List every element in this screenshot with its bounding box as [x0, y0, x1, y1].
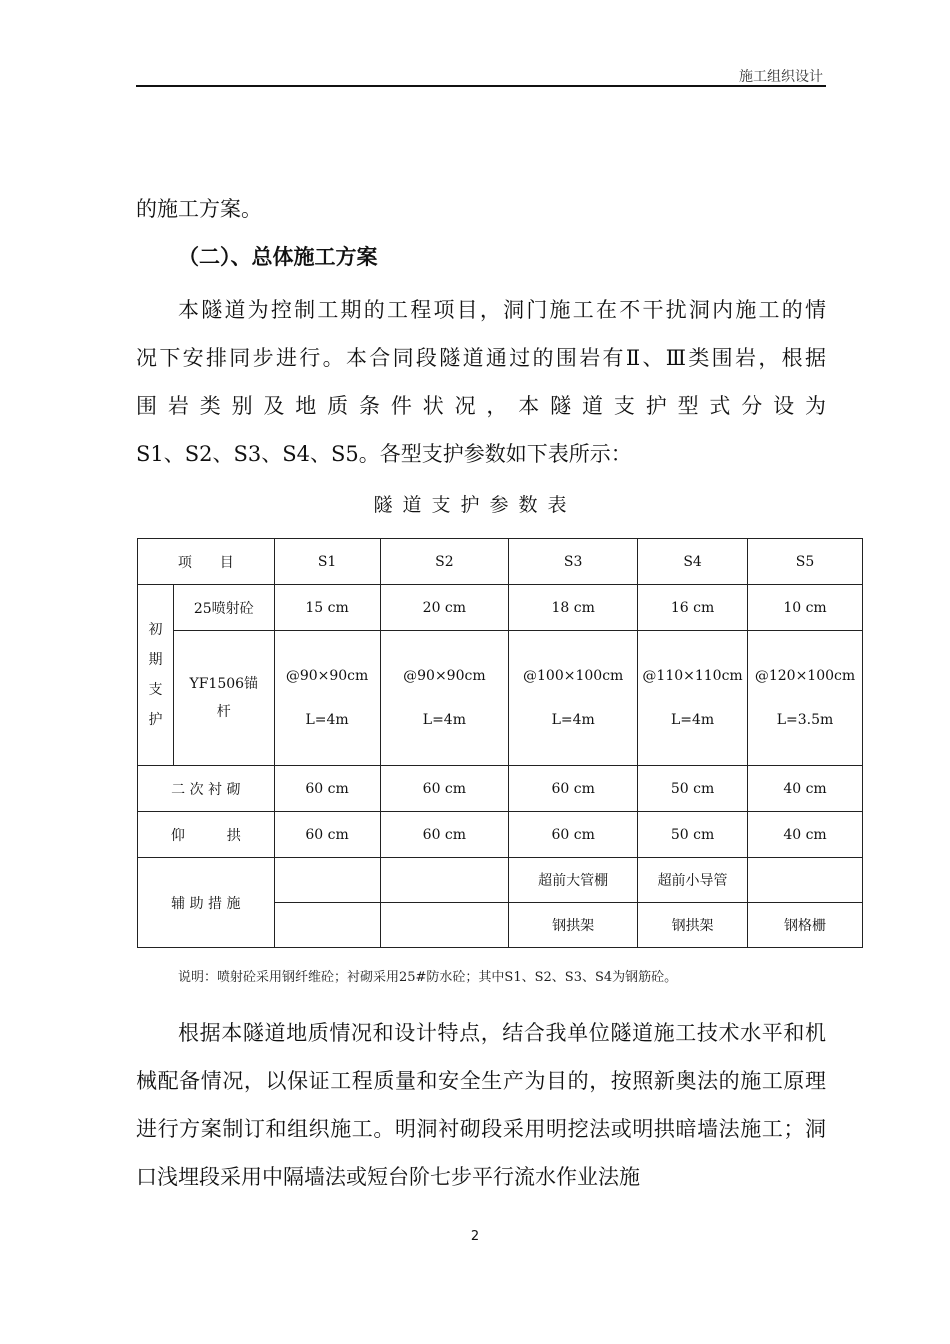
header-col-s4: S4 — [638, 539, 748, 585]
paragraph-1-line-1: 本隧道为控制工期的工程项目，洞门施工在不干扰洞内施工的情 — [178, 298, 826, 322]
table-title: 隧道支护参数表 — [373, 494, 577, 516]
bolt-label-line-2: 杆 — [216, 704, 231, 720]
table-cell: 20 cm — [380, 585, 509, 631]
support-parameter-table — [137, 538, 863, 948]
table-row-bolt — [138, 631, 863, 766]
table-cell: 钢拱架 — [509, 903, 638, 948]
page-number: 2 — [470, 1229, 480, 1244]
bolt-spacing: @120×100cm — [754, 668, 856, 684]
table-cell — [380, 858, 509, 903]
paragraph-1-line-4: S1、S2、S3、S4、S5。各型支护参数如下表所示： — [136, 442, 632, 466]
group-char: 初 — [148, 622, 163, 638]
running-header: 施工组织设计 — [739, 69, 823, 85]
paragraph-1-line-3: 围岩类别及地质条件状况，本隧道支护型式分设为 — [136, 394, 826, 418]
bolt-length: L=4m — [422, 712, 466, 728]
table-cell — [748, 631, 863, 766]
table-cell: 超前小导管 — [638, 858, 748, 903]
bolt-length: L=4m — [670, 712, 715, 728]
table-row-shotcrete — [138, 585, 863, 631]
bolt-label — [173, 631, 274, 766]
table-cell: 超前大管棚 — [509, 858, 638, 903]
table-cell — [380, 631, 509, 766]
header-rule — [136, 85, 826, 87]
section-heading: （二）、总体施工方案 — [178, 245, 378, 269]
table-cell — [380, 903, 509, 948]
table-note: 说明：喷射砼采用钢纤维砼；衬砌采用25#防水砼；其中S1、S2、S3、S4为钢筋砼。 — [178, 970, 678, 985]
group-char: 期 — [148, 652, 163, 668]
bolt-label-line-1: YF1506锚 — [189, 676, 259, 692]
bolt-spacing: @110×110cm — [642, 668, 743, 684]
invert-label: 仰 拱 — [138, 812, 275, 858]
bolt-length: L=4m — [551, 712, 595, 728]
table-row-invert — [138, 812, 863, 858]
paragraph-2: 根据本隧道地质情况和设计特点，结合我单位隧道施工技术水平和机械配备情况，以保证工程质量和安全生产为目的，按照新奥法的施工原理进行方案制订和组织施工。明洞衬砌段采用明挖法或明拱暗墙法施工；洞口浅埋段采用中隔墙法或短台阶七步平行流水作业法施 — [136, 1021, 826, 1189]
table-cell: 钢格栅 — [748, 903, 863, 948]
table-cell: 10 cm — [748, 585, 863, 631]
table-cell: 50 cm — [638, 812, 748, 858]
table-cell: 40 cm — [748, 766, 863, 812]
paragraph-1 — [136, 286, 826, 478]
intro-line: 的施工方案。 — [136, 197, 262, 221]
bolt-spacing: @90×90cm — [285, 668, 369, 684]
table-cell: 60 cm — [274, 766, 380, 812]
table-cell: 50 cm — [638, 766, 748, 812]
bolt-length: L=4m — [305, 712, 349, 728]
table-cell: 40 cm — [748, 812, 863, 858]
table-header-row — [138, 539, 863, 585]
table-cell: 18 cm — [509, 585, 638, 631]
header-col-s1: S1 — [274, 539, 380, 585]
table-cell — [748, 858, 863, 903]
group-char: 护 — [148, 712, 163, 728]
table-cell: 15 cm — [274, 585, 380, 631]
table-cell: 60 cm — [380, 766, 509, 812]
table-cell — [274, 631, 380, 766]
table-cell — [274, 858, 380, 903]
table-cell: 60 cm — [380, 812, 509, 858]
paragraph-1-line-2: 况下安排同步进行。本合同段隧道通过的围岩有Ⅱ、Ⅲ类围岩，根据 — [136, 346, 826, 370]
table-cell — [274, 903, 380, 948]
group-char: 支 — [148, 682, 163, 698]
table-cell — [638, 631, 748, 766]
aux-label: 辅 助 措 施 — [138, 858, 275, 948]
header-col-s3: S3 — [509, 539, 638, 585]
header-col-s2: S2 — [380, 539, 509, 585]
header-item-cell: 项 目 — [138, 539, 275, 585]
bolt-length: L=3.5m — [776, 712, 834, 728]
shotcrete-label: 25喷射砼 — [173, 585, 274, 631]
table-cell: 60 cm — [274, 812, 380, 858]
table-row-aux-1 — [138, 858, 863, 903]
header-col-s5: S5 — [748, 539, 863, 585]
table-cell — [509, 631, 638, 766]
initial-support-group-label — [138, 585, 174, 766]
lining-label: 二 次 衬 砌 — [138, 766, 275, 812]
table-row-lining — [138, 766, 863, 812]
table-cell: 16 cm — [638, 585, 748, 631]
bolt-spacing: @100×100cm — [523, 668, 624, 684]
bolt-spacing: @90×90cm — [403, 668, 486, 684]
table-cell: 60 cm — [509, 766, 638, 812]
table-cell: 60 cm — [509, 812, 638, 858]
table-cell: 钢拱架 — [638, 903, 748, 948]
